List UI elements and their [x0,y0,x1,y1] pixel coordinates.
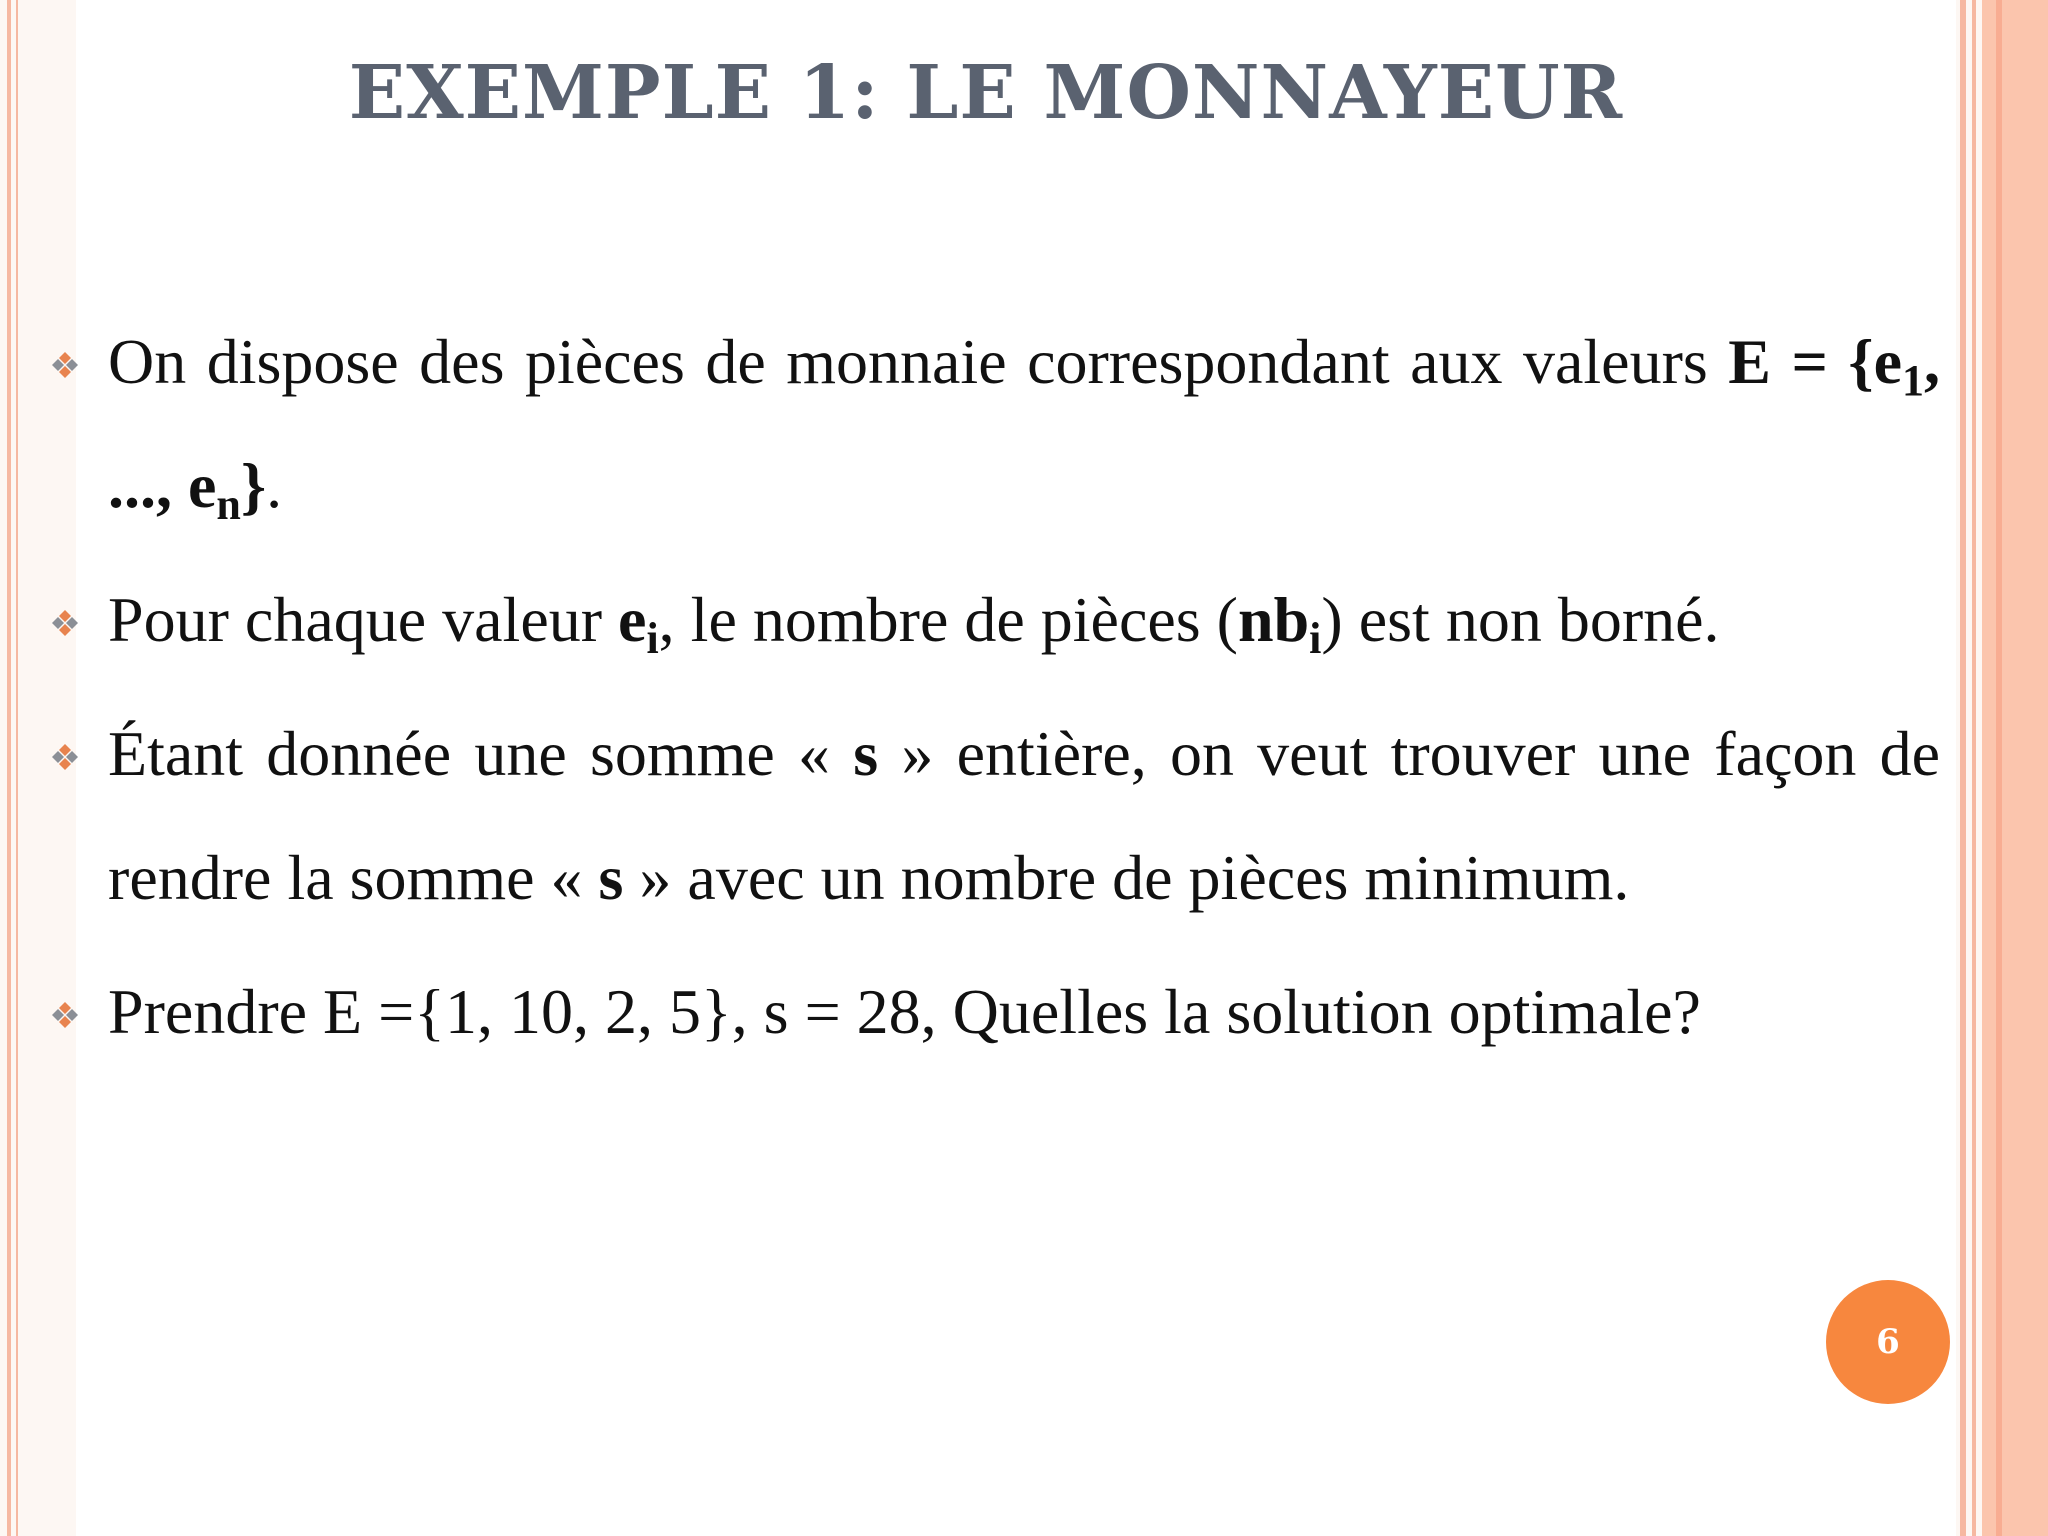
right-border-band [1982,0,2048,1536]
diamond-bullet-icon [46,346,84,384]
left-border-line [7,0,11,1536]
subscript: n [216,480,241,529]
subscript: i [1309,614,1322,663]
bullet-item [40,300,1940,548]
slide-body [40,300,1940,1084]
slide-title: EXEMPLE 1: LE MONNAYEUR [348,50,1624,136]
bullet-line: Pour chaque valeur [108,584,619,655]
diamond-bullet-icon [46,996,84,1034]
right-border-line [1972,0,1976,1536]
left-border-line [16,0,18,1536]
bullet-text [108,558,1940,682]
right-border-band-stripe [1996,0,2002,1536]
bullet-line: , le nombre de pièces ( [658,584,1238,655]
set-ellipsis: , ..., e [108,326,1941,521]
variable-label: nb [1237,584,1310,655]
subscript: 1 [1902,356,1925,405]
subscript: i [646,614,659,663]
bullet-item [40,692,1940,940]
right-border-line [1960,0,1966,1536]
bullet-line: valeurs [1522,326,1729,397]
diamond-bullet-icon [46,604,84,642]
bullet-line: borné. [1557,584,1720,655]
bullet-line: On dispose des pièces de monnaie correspondant aux [108,326,1503,397]
variable-label: s [598,842,624,913]
diamond-bullet-icon [46,738,84,776]
bullet-line: » entière, on veut trouver une façon de rendre la somme « [108,718,1941,913]
left-border-decoration [0,0,28,1536]
bullet-line: » avec un nombre de pièces minimum. [623,842,1630,913]
bullet-text [108,692,1940,940]
punctuation: . [266,450,283,521]
variable-label: e [618,584,647,655]
set-label: E = {e [1728,326,1903,397]
bullet-line: ) est non [1321,584,1542,655]
bullet-item [40,558,1940,682]
bullet-text [108,300,1940,548]
set-close: } [240,450,267,521]
variable-label: s [853,718,879,789]
bullet-item [40,950,1940,1074]
bullet-text: Prendre E ={1, 10, 2, 5}, s = 28, Quelles la solution optimale? [108,976,1701,1047]
bullet-line: Étant donnée une somme « [108,718,854,789]
page-number-badge: 6 [1826,1280,1950,1404]
